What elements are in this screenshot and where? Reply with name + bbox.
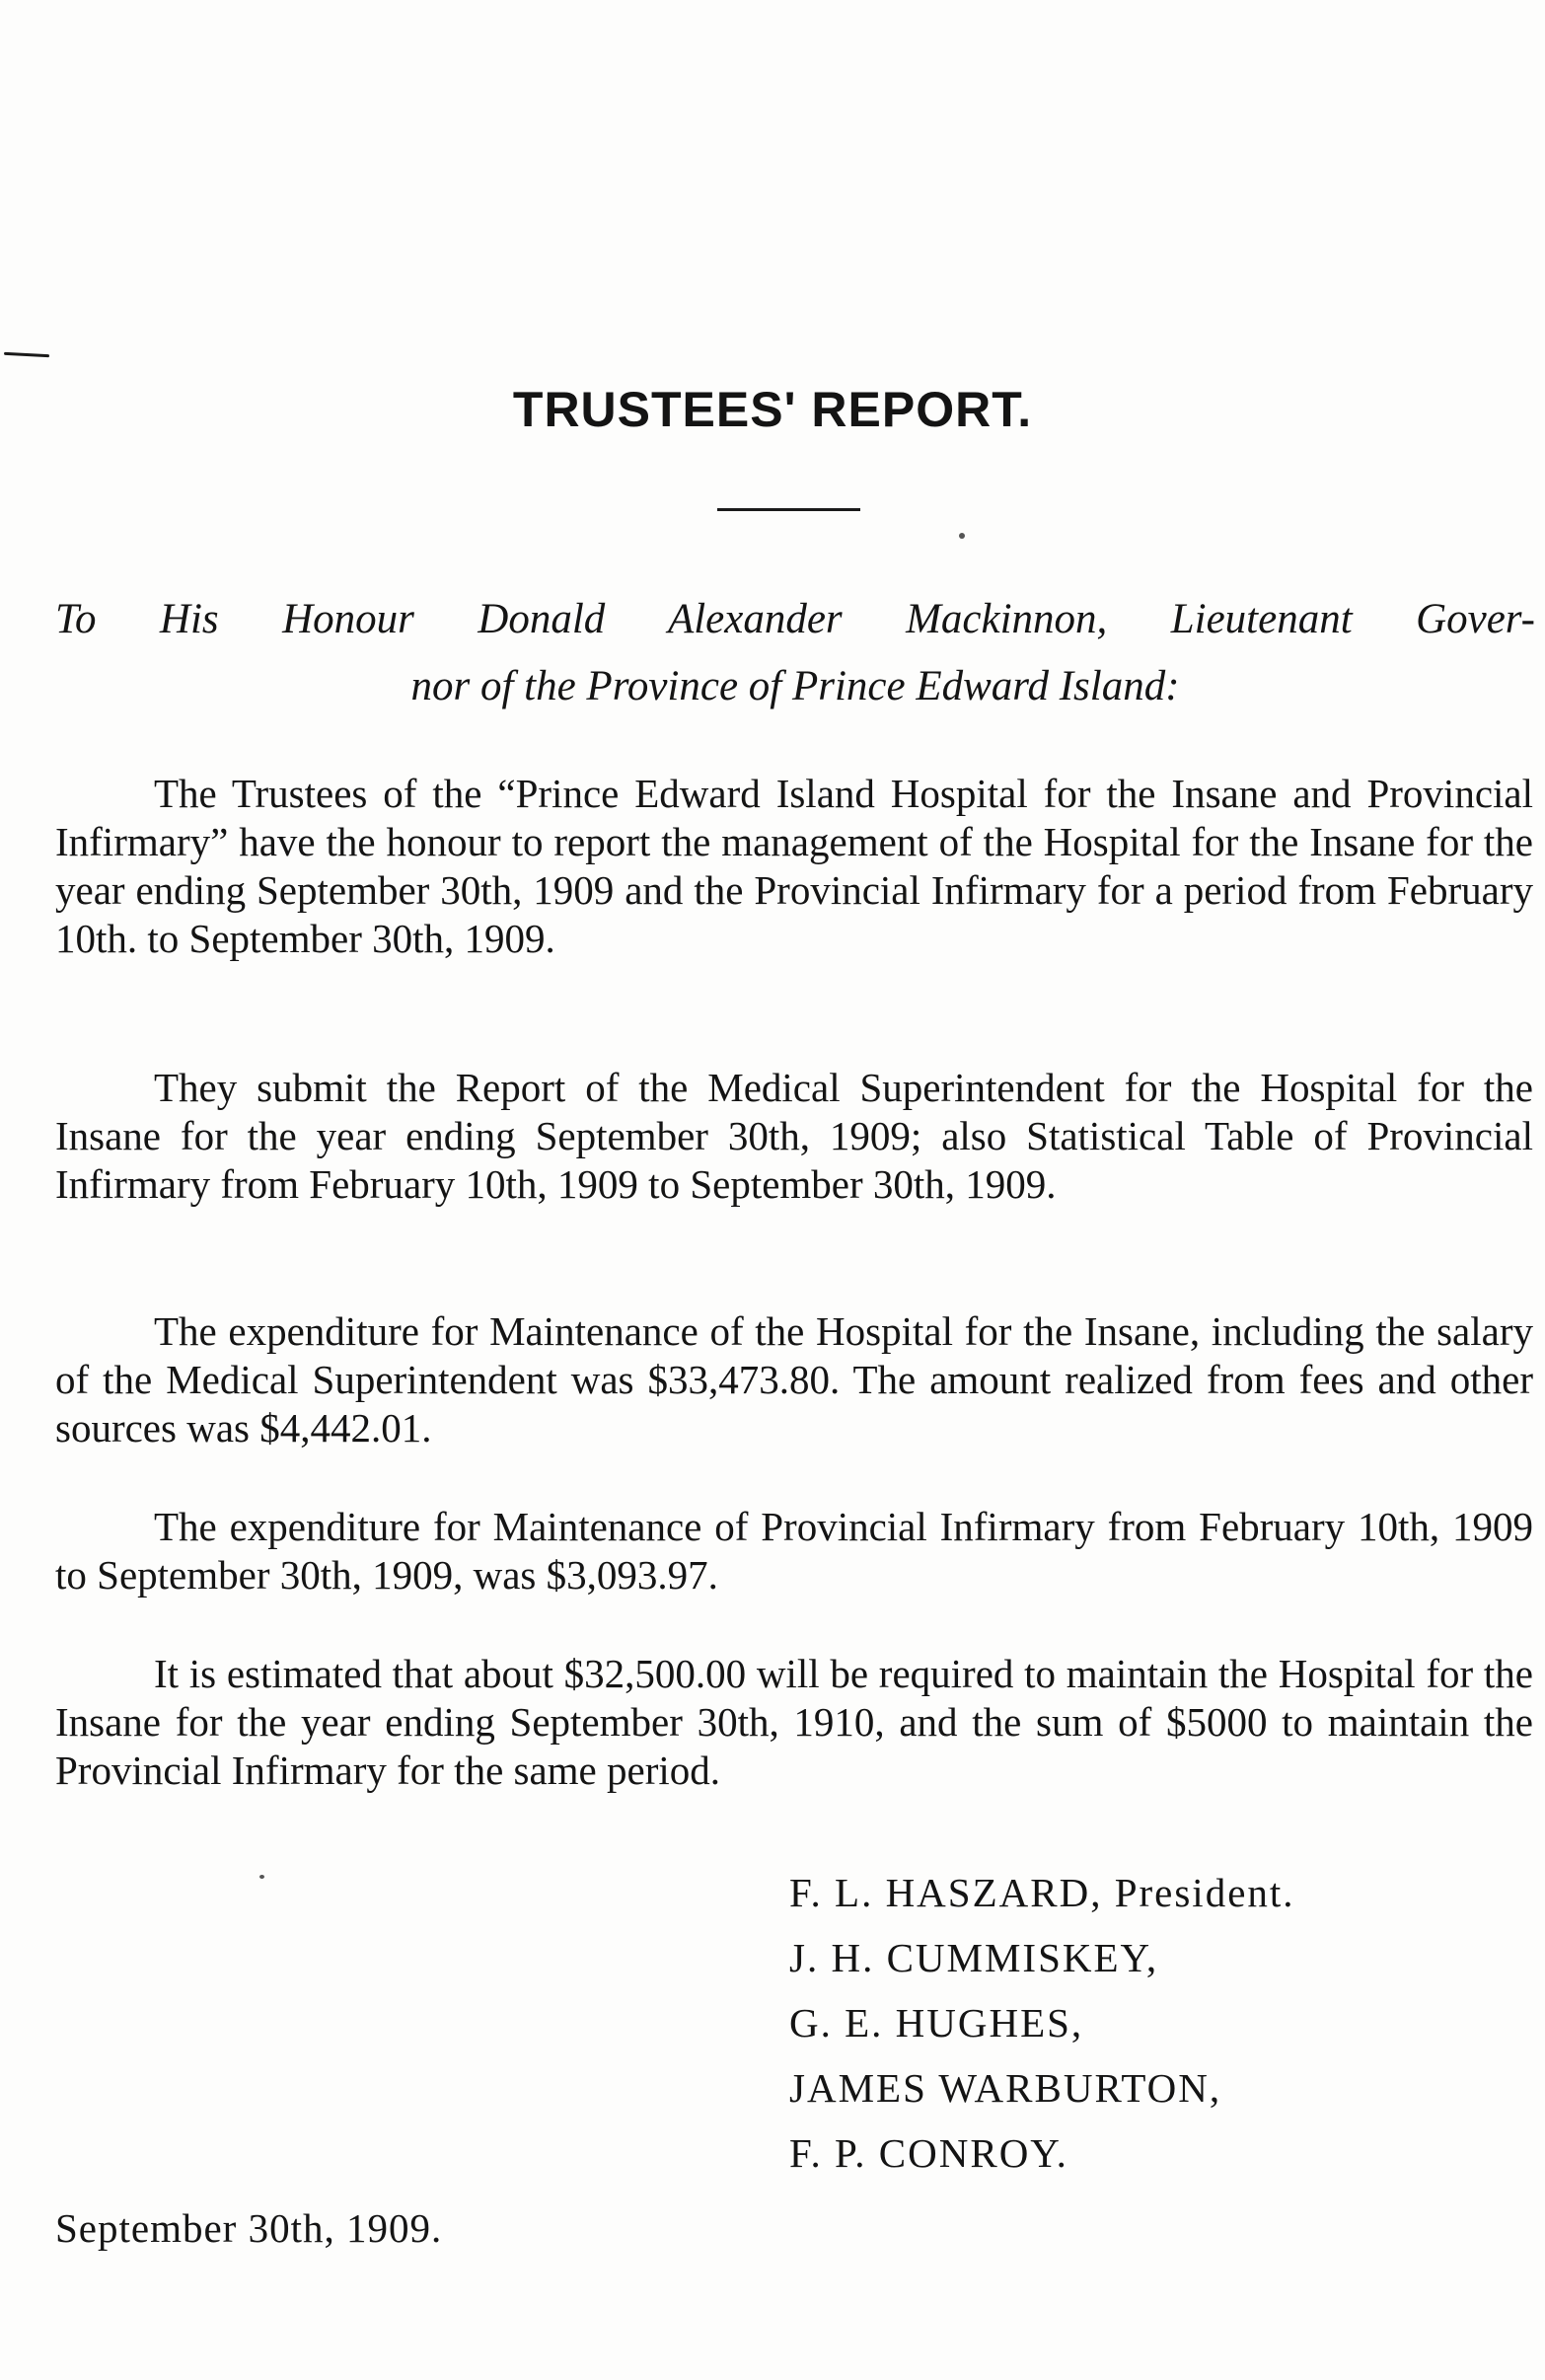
scan-speck (959, 533, 965, 539)
signatory: JAMES WARBURTON, (789, 2065, 1222, 2111)
signature-block (789, 1860, 1500, 2186)
scan-mark (4, 352, 49, 357)
title-rule (717, 508, 860, 511)
salutation (55, 586, 1535, 720)
paragraph-trustees: The Trustees of the “Prince Edward Island Hospital for the Insane and Provincial Infirmary” have the honour to report the management of the Hospital for the Insane for the year ending September 30th, 1909 and the Provincial Infirmary for a period from February 10th. to September 30th, 1909. (55, 771, 1533, 961)
signatory: J. H. CUMMISKEY, (789, 1935, 1159, 1980)
report-date: September 30th, 1909. (55, 2205, 443, 2251)
signatory: G. E. HUGHES, (789, 2000, 1084, 2045)
paragraph-report: They submit the Report of the Medical Superintendent for the Hospital for the Insane for the year ending September 30th, 1909; also Statistical Table of Provincial Infirmary from February 10th, 1909 to September 30th, 1909. (55, 1065, 1533, 1207)
paragraph-hospital-expenditure: The expenditure for Maintenance of the Hospital for the Insane, including the salary of the Medical Superintendent was $33,473.80. The amount realized from fees and other sources was $4,442.01. (55, 1308, 1533, 1450)
report-title: TRUSTEES' REPORT. (512, 382, 1033, 437)
scan-speck (259, 1875, 264, 1879)
signatory: F. L. HASZARD, President. (789, 1870, 1295, 1915)
salutation-line-1: To His Honour Donald Alexander Mackinnon, Lieutenant Gover- (55, 596, 1535, 642)
salutation-line-2: nor of the Province of Prince Edward Island: (410, 663, 1180, 709)
signatory: F. P. CONROY. (789, 2130, 1068, 2176)
paragraph-infirmary-expenditure: The expenditure for Maintenance of Provincial Infirmary from February 10th, 1909 to September 30th, 1909, was $3,093.97. (55, 1504, 1533, 1598)
paragraph-estimate: It is estimated that about $32,500.00 will be required to maintain the Hospital for the Insane for the year ending September 30th, 1910, and the sum of $5000 to maintain the Provincial Infirmary for the same period. (55, 1651, 1533, 1793)
